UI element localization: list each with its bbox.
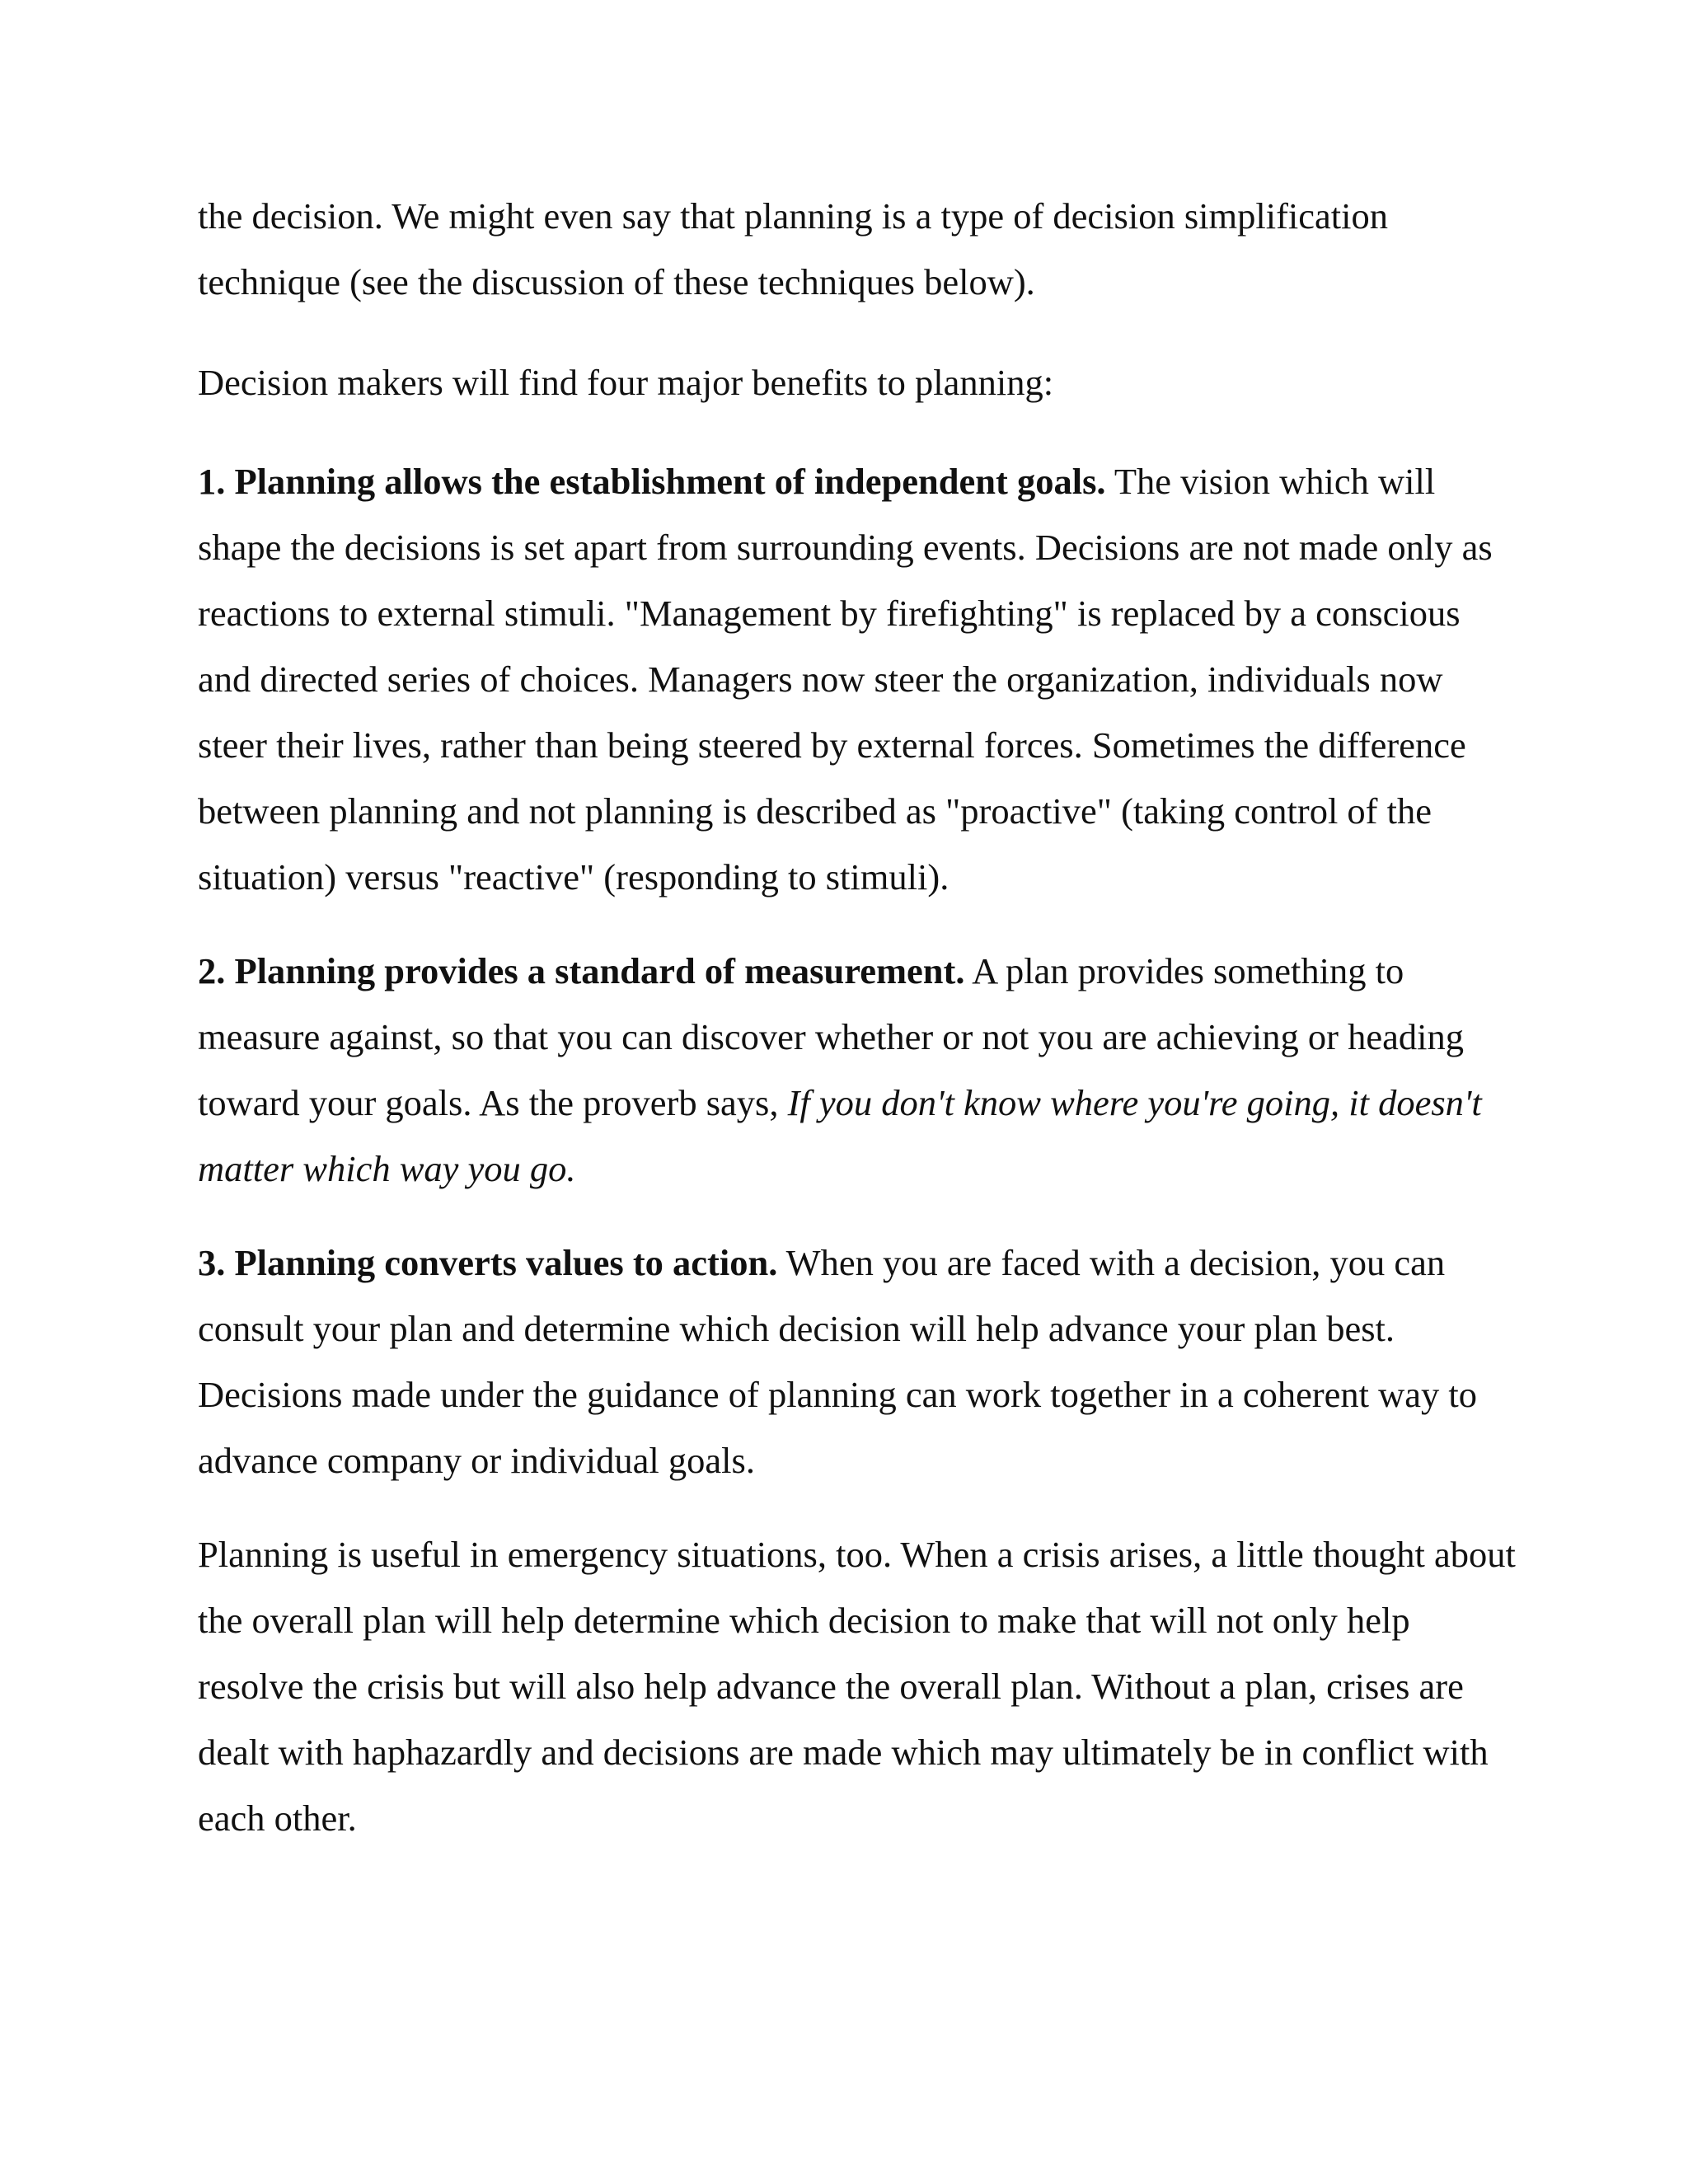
emergency-paragraph: Planning is useful in emergency situations, too. When a crisis arises, a little thought about the overall plan will help determine which decision to make that will not only help resolve the crisis but will also help advance the overall plan. Without a plan, crises are dealt with haphazardly and decisions are made which may ultimately be in conflict with each other. (198, 1534, 1516, 1839)
benefit-1-heading: 1. Planning allows the establishment of independent goals. (198, 461, 1106, 502)
benefit-2-paragraph (198, 938, 1517, 1202)
benefit-3-body: When you are faced with a decision, you can consult your plan and determine which decision will help advance your plan best. Decisions made under the guidance of planning can work together in a coherent way to advance company or individual goals. (198, 1242, 1478, 1481)
document-body (198, 183, 1517, 1879)
benefits-intro-paragraph: Decision makers will find four major benefits to planning: (198, 362, 1054, 403)
benefit-3-heading: 3. Planning converts values to action. (198, 1242, 778, 1283)
intro-paragraph: the decision. We might even say that planning is a type of decision simplification technique (see the discussion of these techniques below). (198, 195, 1389, 302)
benefit-2-heading: 2. Planning provides a standard of measurement. (198, 950, 965, 991)
benefit-1-paragraph (198, 448, 1517, 910)
benefit-1-body: The vision which will shape the decisions is set apart from surrounding events. Decisions are not made only as reactions to external stimuli. "Management by firefighting" is replaced by a conscious and directed series of choices. Managers now steer the organization, individuals now steer their lives, rather than being steered by external forces. Sometimes the difference between planning and not planning is described as "proactive" (taking control of the situation) versus "reactive" (responding to stimuli). (198, 461, 1493, 898)
benefit-2-body: A plan provides something to measure against, so that you can discover whether or not you are achieving or heading toward your goals. As the proverb says, (198, 950, 1464, 1123)
benefit-3-paragraph (198, 1230, 1517, 1493)
benefit-2-proverb: If you don't know where you're going, it doesn't matter which way you go. (198, 1082, 1482, 1189)
